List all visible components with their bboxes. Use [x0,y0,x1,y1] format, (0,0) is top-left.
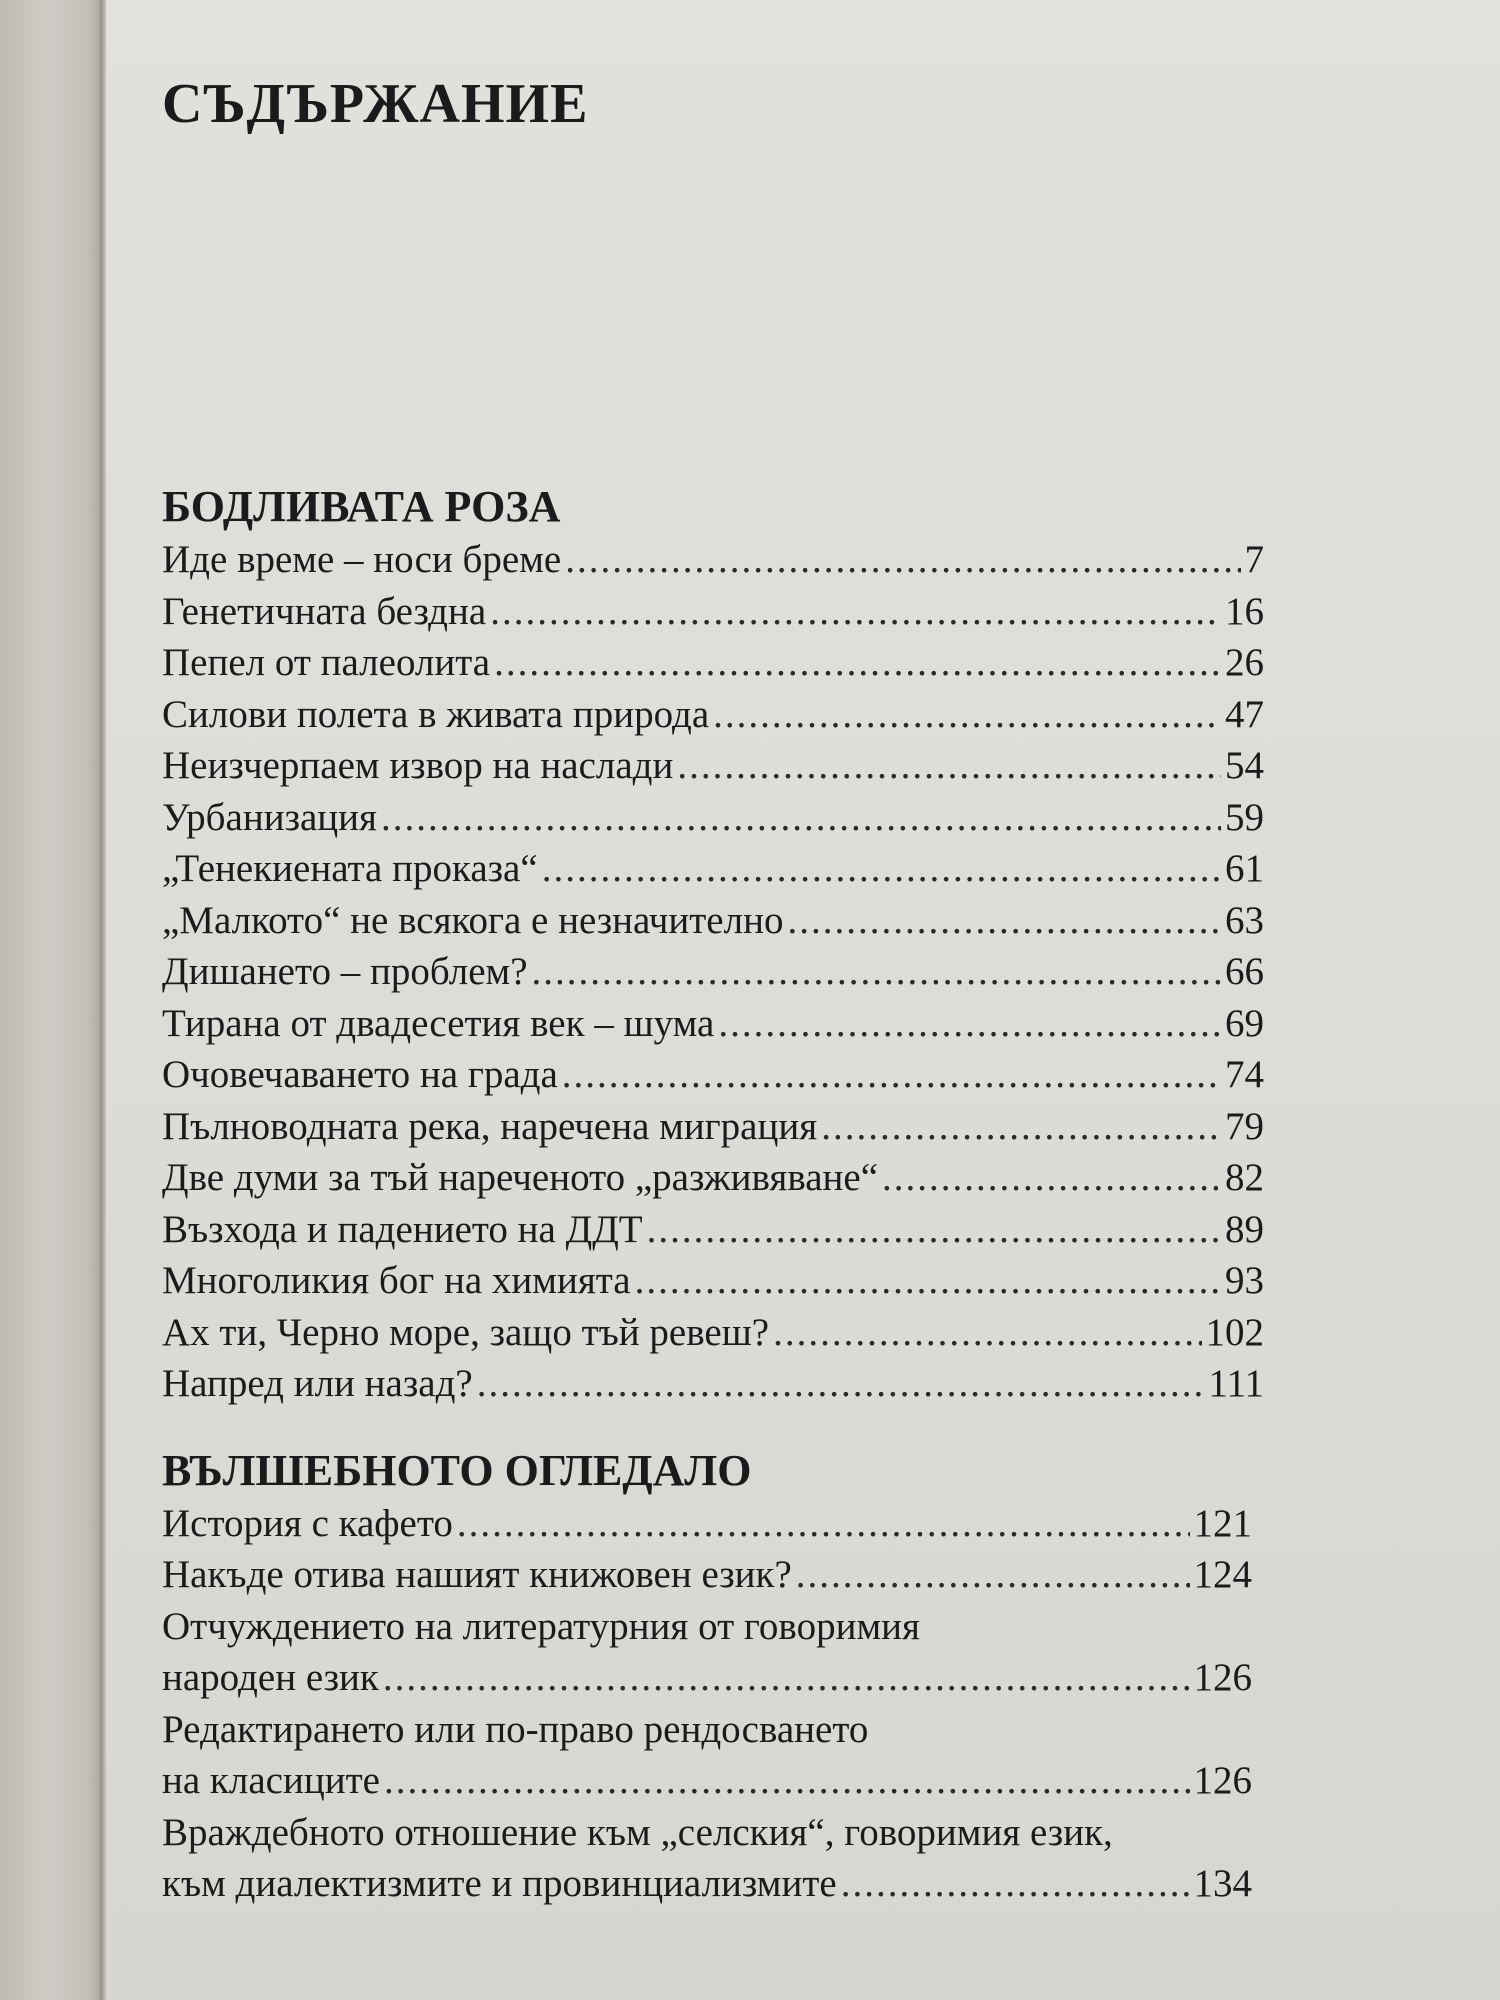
book-page [106,0,1500,2000]
toc-entry [162,998,1264,1050]
toc-entry-page: 79 [1225,1104,1264,1148]
toc-entry [162,1307,1264,1359]
dot-leader [713,689,1221,741]
dot-leader [796,1549,1190,1601]
toc-entry-title: Възхода и падението на ДДТ [162,1207,643,1251]
toc-entry [162,1152,1264,1204]
dot-leader [562,1049,1221,1101]
toc-entry [162,1255,1264,1307]
toc-entry [162,1858,1252,1910]
toc-list-2 [162,1498,1362,1910]
dot-leader [635,1255,1221,1307]
toc-entry [162,1049,1264,1101]
toc-entry-page: 93 [1225,1259,1264,1302]
toc-entry-page: 63 [1225,898,1264,942]
toc-entry [162,792,1264,844]
section-title-2: ВЪЛШЕБНОТО ОГЛЕДАЛО [162,1445,752,1495]
toc-entry-page: 102 [1205,1310,1264,1354]
toc-entry-line1: Отчуждението на литературния от говоримия [162,1604,920,1648]
toc-entry [162,586,1264,638]
toc-entry-title: Урбанизация [162,795,377,839]
toc-entry-page: 26 [1225,641,1264,684]
toc-entry-title: „Малкото“ не всякога е незначително [162,898,784,942]
toc-entry [162,740,1264,792]
toc-entry-page: 54 [1225,744,1264,787]
dot-leader [532,946,1221,998]
toc-entry [162,637,1264,689]
dot-leader [384,1755,1190,1807]
toc-entry-title: Дишането – проблем? [162,950,528,993]
dot-leader [647,1204,1221,1256]
toc-entry-line1: Враждебното отношение към „селския“, говоримия език, [162,1810,1113,1854]
dot-leader [494,637,1221,689]
toc-entry-page: 47 [1225,692,1264,736]
page-title: СЪДЪРЖАНИЕ [162,73,589,135]
toc-entry [162,843,1264,895]
dot-leader [381,792,1221,844]
dot-leader [490,586,1221,638]
toc-entry [162,1101,1264,1153]
toc-list-1 [162,534,1362,1410]
toc-entry [162,895,1264,947]
toc-entry-page: 59 [1225,795,1264,839]
toc-entry [162,1755,1252,1807]
toc-entry-title: Неизчерпаем извор на наслади [162,744,674,787]
toc-entry-title: Накъде отива нашият книжовен език? [162,1553,792,1596]
toc-entry-page: 126 [1193,1759,1252,1802]
dot-leader [565,534,1240,586]
dot-leader [821,1101,1221,1153]
toc-entry [162,1498,1252,1550]
toc-entry-title: Тирана от двадесетия век – шума [162,1001,715,1045]
toc-content [162,62,1362,1910]
dot-leader [787,895,1221,947]
toc-entry-page: 16 [1225,589,1264,633]
toc-entry-page: 134 [1193,1862,1252,1905]
toc-entry-page: 89 [1225,1207,1264,1251]
toc-entry [162,1358,1264,1410]
dot-leader [718,998,1221,1050]
toc-entry [162,1204,1264,1256]
toc-entry-page: 126 [1193,1656,1252,1699]
toc-entry-page: 111 [1208,1362,1264,1405]
toc-entry-page: 82 [1225,1156,1264,1199]
toc-entry-title: Многоликия бог на химията [162,1259,631,1302]
toc-entry-title: на класиците [162,1759,380,1802]
toc-entry-page: 124 [1193,1553,1252,1596]
dot-leader [773,1307,1201,1359]
toc-entry-title: Пепел от палеолита [162,641,491,684]
toc-entry-title: Силови полета в живата природа [162,692,710,736]
dot-leader [841,1858,1190,1910]
toc-entry [162,534,1264,586]
toc-entry [162,1652,1252,1704]
dot-leader [542,843,1221,895]
dot-leader [677,740,1221,792]
toc-entry-title: История с кафето [162,1501,453,1545]
toc-entry-title: Очовечаването на града [162,1053,558,1096]
toc-entry-title: към диалектизмите и провинциализмите [162,1862,837,1905]
toc-entry-title: Генетичната бездна [162,589,487,633]
toc-entry-page: 69 [1225,1001,1264,1045]
toc-entry-page: 7 [1244,538,1264,581]
toc-entry-page: 74 [1225,1053,1264,1096]
toc-entry [162,689,1264,741]
toc-entry-title: Напред или назад? [162,1362,473,1405]
section-title-1: БОДЛИВАТА РОЗА [162,482,561,531]
toc-entry-page: 121 [1193,1501,1252,1545]
toc-entry-title: народен език [162,1656,379,1699]
dot-leader [882,1152,1221,1204]
dot-leader [457,1498,1190,1550]
dot-leader [383,1652,1190,1704]
toc-entry-page: 61 [1225,847,1264,890]
toc-entry-title: „Тенекиената проказа“ [162,847,538,890]
book-gutter [0,0,110,2000]
toc-entry-line1: Редактирането или по-право рендосването [162,1707,869,1751]
dot-leader [477,1358,1205,1410]
toc-entry-title: Две думи за тъй нареченото „разживяване“ [162,1156,879,1199]
toc-entry-page: 66 [1225,950,1264,993]
toc-entry-title: Иде време – носи бреме [162,538,562,581]
toc-entry [162,1549,1252,1601]
toc-entry-title: Пълноводната река, наречена миграция [162,1104,818,1148]
toc-entry [162,946,1264,998]
toc-entry-title: Ах ти, Черно море, защо тъй ревеш? [162,1310,770,1354]
